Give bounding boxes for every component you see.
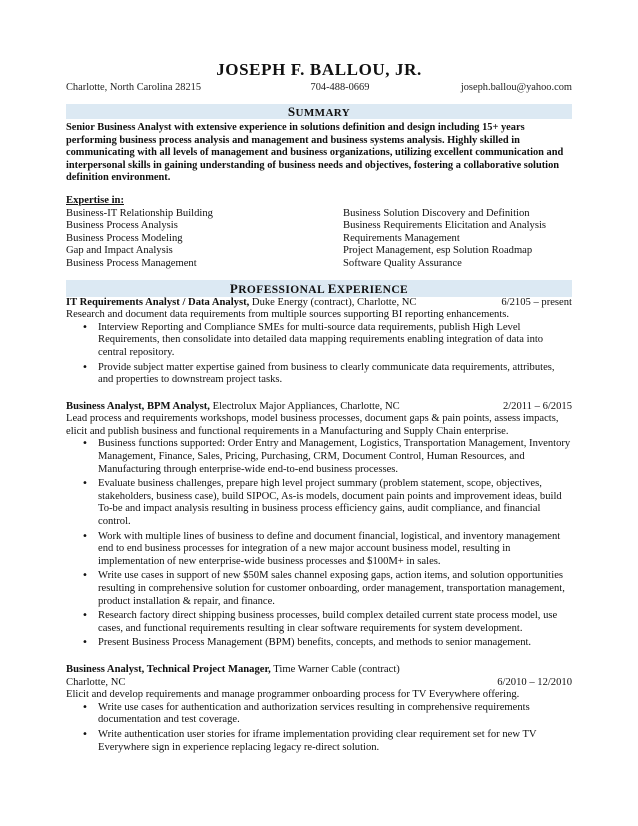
list-item: • Write use cases in support of new $50M sales channel exposing gaps, action items, and solution opportunities resulting in comprehensive solution for customer onboarding, order management, transportation management, product installation & repair, and finance. [98, 570, 572, 608]
list-item: • Provide subject matter expertise gained from business to clearly communicate data requirements, attributes, and properties to downstream project tasks. [98, 362, 572, 387]
expertise-item: Project Management, esp Solution Roadmap [343, 245, 533, 257]
list-item: • Present Business Process Management (BPM) benefits, concepts, and methods to senior management. [98, 637, 572, 650]
job-company: Duke Energy (contract), Charlotte, NC [249, 296, 417, 308]
expertise-right-column [343, 208, 572, 271]
expertise-item: Business Requirements Elicitation and Analysis [343, 220, 547, 232]
expertise-item: Business Process Modeling [66, 232, 183, 244]
email: joseph.ballou@yahoo.com [460, 82, 572, 93]
job-title: Business Analyst, BPM Analyst, [66, 400, 210, 412]
job-description: Research and document data requirements from multiple sources supporting BI reporting enhancements. [66, 309, 510, 321]
job-title: IT Requirements Analyst / Data Analyst, [66, 296, 250, 308]
phone: 704-488-0669 [310, 82, 370, 93]
contact-line [66, 82, 572, 96]
job-entry [66, 664, 572, 754]
expertise-item: Business Process Analysis [66, 220, 178, 232]
list-item: • Work with multiple lines of business to define and document financial, logistical, and inventory management end to end business processes for integration of a new major account business model, resulting in implementation of new enterprise-wide business processes and $100M+ in sales. [98, 531, 572, 569]
list-item: • Interview Reporting and Compliance SMEs for multi-source data requirements, publish High Level Requirements, then consolidate into detailed data mapping requirements enabling integration of data into central repository. [98, 322, 572, 360]
job-location: Charlotte, NC [66, 676, 126, 688]
expertise-left-column [66, 208, 343, 271]
job-header [66, 664, 572, 677]
expertise-item: Business Solution Discovery and Definition [343, 207, 530, 219]
candidate-name: JOSEPH F. BALLOU, JR. [216, 60, 422, 79]
location: Charlotte, North Carolina 28215 [66, 82, 202, 93]
job-header [66, 297, 572, 310]
experience-heading: PROFESSIONAL EXPERIENCE [66, 280, 572, 297]
job-company: Time Warner Cable (contract) [270, 663, 400, 675]
job-entry [66, 297, 572, 387]
summary-heading: SUMMARY [66, 104, 572, 119]
job-dates: 2/2011 – 6/2015 [502, 400, 572, 412]
job-bullets [66, 322, 572, 387]
expertise-list [66, 208, 572, 271]
expertise-title: Expertise in: [66, 194, 124, 206]
job-company: Electrolux Major Appliances, Charlotte, NC [209, 400, 400, 412]
expertise-item: Business Process Management [66, 257, 197, 269]
expertise-item: Requirements Management [343, 232, 460, 244]
job-dates: 6/2105 – present [501, 296, 572, 308]
job-description: Elicit and develop requirements and manage programmer onboarding process for TV Everywhere offering. [66, 689, 520, 701]
list-item: • Evaluate business challenges, prepare high level project summary (problem statement, scope, objectives, stakeholders, business case), build SIPOC, As-is models, document pain points and improvement ideas, build To-be and impact analysis resulting in business process efficiency gains, audit compliance, and financial control. [98, 478, 572, 528]
resume-page [66, 0, 572, 756]
expertise-item: Software Quality Assurance [343, 257, 462, 269]
job-location-line [66, 677, 572, 690]
expertise-item: Business-IT Relationship Building [66, 207, 213, 219]
job-description: Lead process and requirements workshops, model business processes, document gaps & pain points, assess impacts, elicit and publish business and functional requirements in a Manufacturing and Supply Chain enterprise. [66, 413, 559, 437]
expertise-item: Gap and Impact Analysis [66, 245, 173, 257]
job-entry [66, 401, 572, 650]
job-bullets [66, 438, 572, 650]
job-bullets [66, 702, 572, 754]
summary-text: Senior Business Analyst with extensive experience in solutions definition and design including 15+ years performing business process analysis and management and business systems analysis. Highly skilled in communicating with all levels of management and business organizations, utilizing excellent communication and interpersonal skills in gaining understanding of business needs and objectives, fostering a collaborative solution definition environment. [66, 122, 564, 184]
list-item: • Write authentication user stories for iframe implementation providing clear requirement set for new TV Everywhere sign in experience replacing legacy re-direct solution. [98, 729, 572, 754]
list-item: • Research factory direct shipping business processes, build complex detailed current state process model, use cases, and functional requirements resulting in clear software requirements for system development. [98, 610, 572, 635]
list-item: • Write use cases for authentication and authorization services resulting in comprehensive requirements documentation and test coverage. [98, 702, 572, 727]
list-item: • Business functions supported: Order Entry and Management, Logistics, Transportation Management, Inventory Management, Finance, Sales, Pricing, Purchasing, CRM, Document Control, Human Resources, and Manufacturing through enterprise-wide end-to-end business processes. [98, 438, 572, 476]
job-dates: 6/2010 – 12/2010 [497, 676, 572, 688]
job-title: Business Analyst, Technical Project Manager, [66, 663, 271, 675]
job-header [66, 401, 572, 414]
